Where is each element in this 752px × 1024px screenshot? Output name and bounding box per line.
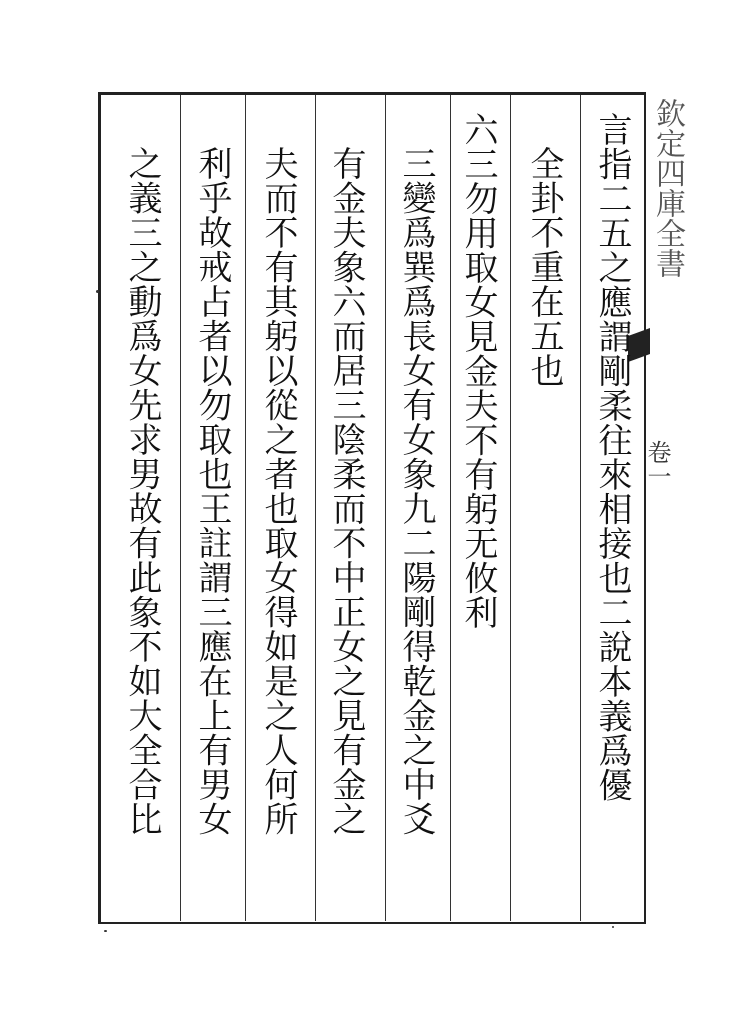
- text-column-7: 利乎故戒占者以勿取也王註謂三應在上有男女: [192, 146, 232, 836]
- column-rule: [450, 95, 451, 921]
- text-column-2: 全卦不重在五也: [524, 146, 564, 388]
- column-rule: [245, 95, 246, 921]
- column-rule: [580, 95, 581, 921]
- text-column-3: 六三勿用取女見金夫不有躬无攸利: [458, 112, 498, 630]
- scan-speck: [104, 930, 107, 932]
- text-column-1: 言指二五之應謂剛柔往來相接也二說本義爲優: [592, 112, 632, 802]
- column-rule: [385, 95, 386, 921]
- book-title-edge: 欽定四庫全書: [650, 98, 685, 278]
- text-column-6: 夫而不有其躬以從之者也取女得如是之人何所: [258, 146, 298, 836]
- scan-speck: [96, 290, 99, 293]
- text-column-5: 有金夫象六而居三陰柔而不中正女之見有金之: [326, 146, 366, 836]
- text-column-4: 三變爲巽爲長女有女象九二陽剛得乾金之中爻: [396, 146, 436, 836]
- column-rule: [315, 95, 316, 921]
- volume-label: 卷一: [643, 440, 671, 488]
- text-column-8: 之義三之動爲女先求男故有此象不如大全合比: [122, 146, 162, 836]
- scan-speck: [612, 926, 614, 928]
- column-rule: [180, 95, 181, 921]
- column-rule: [510, 95, 511, 921]
